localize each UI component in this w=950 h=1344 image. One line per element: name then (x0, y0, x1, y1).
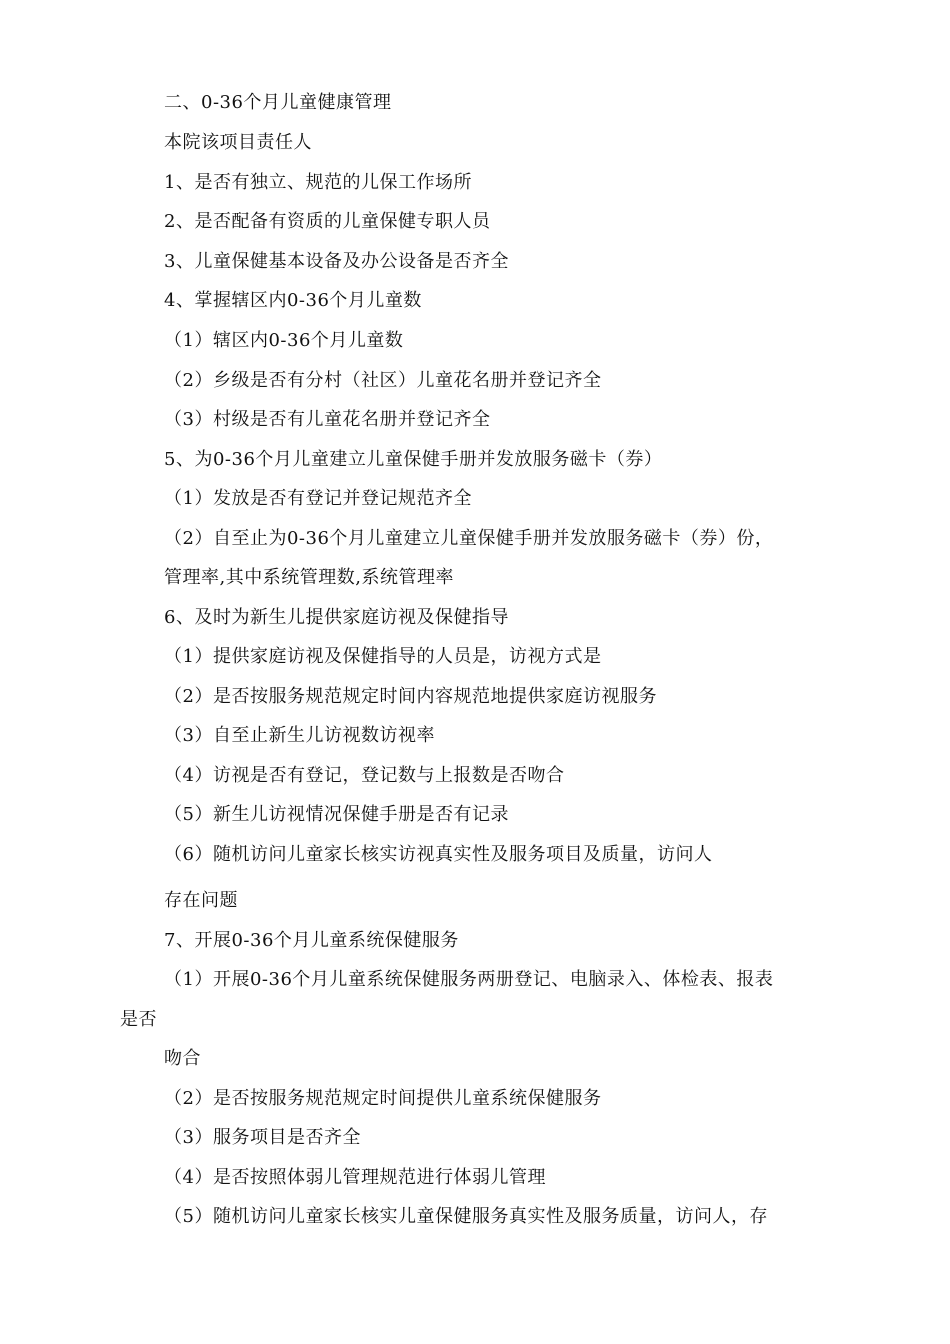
item-6-2: （2）是否按服务规范规定时间内容规范地提供家庭访视服务 (164, 686, 657, 707)
existing-problems: 存在问题 (164, 890, 238, 911)
item-1: 1、是否有独立、规范的儿保工作场所 (164, 172, 472, 193)
item-5: 5、为0-36个月儿童建立儿童保健手册并发放服务磁卡（券） (164, 449, 663, 470)
item-7-1-continued: 吻合 (164, 1048, 201, 1069)
item-5-2-continued: 管理率,其中系统管理数,系统管理率 (164, 567, 454, 588)
item-7-3: （3）服务项目是否齐全 (164, 1127, 361, 1148)
responsible-person-line: 本院该项目责任人 (164, 132, 312, 153)
item-5-1: （1）发放是否有登记并登记规范齐全 (164, 488, 472, 509)
item-7: 7、开展0-36个月儿童系统保健服务 (164, 930, 459, 951)
item-7-4: （4）是否按照体弱儿管理规范进行体弱儿管理 (164, 1167, 546, 1188)
item-4-1: （1）辖区内0-36个月儿童数 (164, 330, 404, 351)
item-2: 2、是否配备有资质的儿童保健专职人员 (164, 211, 491, 232)
item-5-2: （2）自至止为0-36个月儿童建立儿童保健手册并发放服务磁卡（券）份， (164, 528, 774, 549)
item-3: 3、儿童保健基本设备及办公设备是否齐全 (164, 251, 509, 272)
item-4: 4、掌握辖区内0-36个月儿童数 (164, 290, 422, 311)
item-6-4: （4）访视是否有登记，登记数与上报数是否吻合 (164, 765, 565, 786)
item-6-6: （6）随机访问儿童家长核实访视真实性及服务项目及质量，访问人 (164, 844, 713, 865)
item-6: 6、及时为新生儿提供家庭访视及保健指导 (164, 607, 509, 628)
item-7-2: （2）是否按服务规范规定时间提供儿童系统保健服务 (164, 1088, 602, 1109)
item-4-3: （3）村级是否有儿童花名册并登记齐全 (164, 409, 491, 430)
item-7-5: （5）随机访问儿童家长核实儿童保健服务真实性及服务质量，访问人，存 (164, 1206, 768, 1227)
item-7-1-wrap: 是否 (120, 1009, 157, 1030)
item-6-1: （1）提供家庭访视及保健指导的人员是，访视方式是 (164, 646, 602, 667)
item-7-1: （1）开展0-36个月儿童系统保健服务两册登记、电脑录入、体检表、报表 (164, 969, 774, 990)
item-4-2: （2）乡级是否有分村（社区）儿童花名册并登记齐全 (164, 370, 602, 391)
item-6-3: （3）自至止新生儿访视数访视率 (164, 725, 435, 746)
section-title: 二、0-36个月儿童健康管理 (164, 92, 392, 113)
item-6-5: （5）新生儿访视情况保健手册是否有记录 (164, 804, 509, 825)
